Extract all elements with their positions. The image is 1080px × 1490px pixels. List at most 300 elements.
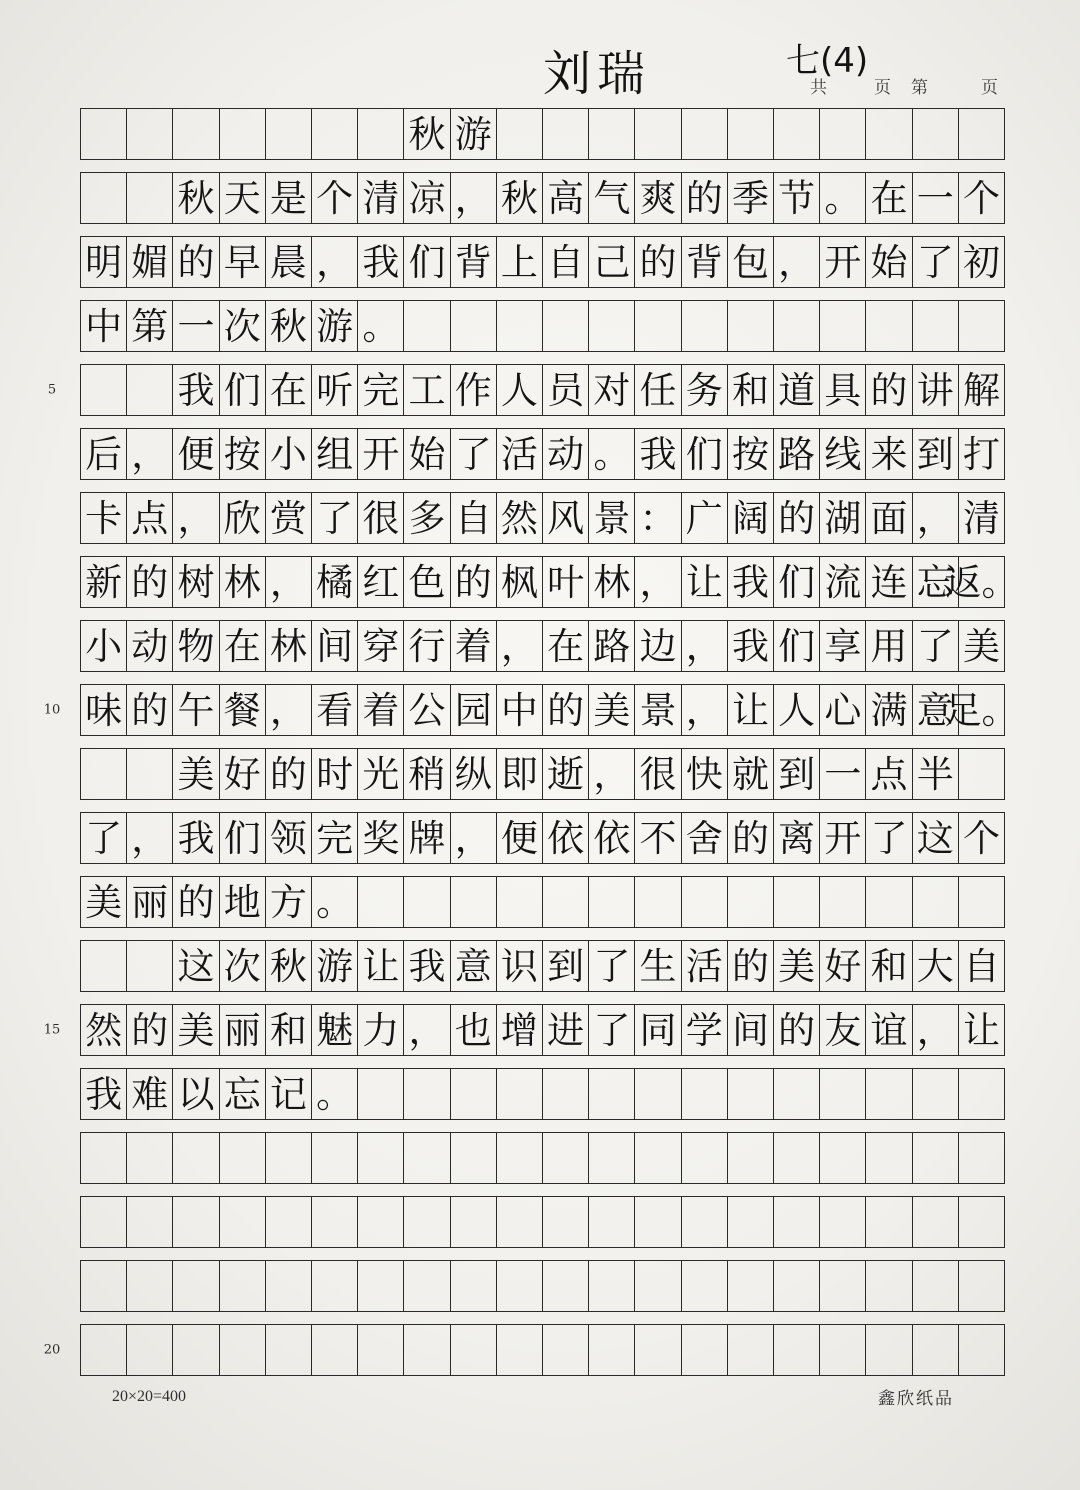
grid-row — [43, 684, 1019, 736]
grid-cell-character: 游 — [450, 109, 496, 159]
grid-cell-character: 难 — [126, 1069, 172, 1119]
page-counter-total-label: 共 — [810, 78, 827, 98]
grid-cell-character: 让 — [681, 557, 727, 607]
grid-cell-character: 让 — [357, 941, 403, 991]
grid-cell-empty — [727, 877, 773, 927]
grid-cell-character: 的 — [542, 685, 588, 735]
grid-cell-character: 了 — [865, 813, 911, 863]
grid-cell-empty — [450, 301, 496, 351]
grid-cell-character: 林 — [265, 621, 311, 671]
grid-cell-character: 我 — [357, 237, 403, 287]
grid-cell-character: ， — [126, 813, 172, 863]
grid-cell-character: 们 — [773, 557, 819, 607]
grid-cell-character: 味 — [85, 688, 123, 732]
grid-cell-character: 开 — [819, 237, 865, 287]
grid-cell-character: 着 — [450, 621, 496, 671]
paper-brand-label: 鑫欣纸品 — [878, 1389, 954, 1409]
grid-cell-empty — [172, 109, 218, 159]
grid-cell-empty — [634, 1133, 680, 1183]
grid-cell-character: 到 — [773, 749, 819, 799]
grid-cell-character: ， — [681, 685, 727, 735]
grid-cell-character: 色 — [403, 557, 449, 607]
grid-cell-character: 。 — [819, 173, 865, 223]
grid-cell-character: 在 — [219, 621, 265, 671]
grid-row — [80, 812, 1005, 864]
grid-row — [43, 1324, 1005, 1376]
grid-cell-empty — [542, 877, 588, 927]
grid-cell-character: 来 — [865, 429, 911, 479]
grid-cell-empty — [865, 301, 911, 351]
grid-cell-character: 了 — [85, 816, 123, 860]
grid-cell-character: 景 — [634, 685, 680, 735]
grid-cell-character: 作 — [450, 365, 496, 415]
grid-cell-character: 按 — [219, 429, 265, 479]
grid-cell-character: 享 — [819, 621, 865, 671]
grid-cell-character: 谊 — [865, 1005, 911, 1055]
grid-cell-empty — [126, 173, 172, 223]
grid-cell-empty — [681, 109, 727, 159]
grid-cell-empty — [81, 941, 126, 991]
grid-cell-character: 即 — [496, 749, 542, 799]
grid-cell-empty — [311, 1261, 357, 1311]
grid-cell-character: 友 — [819, 1005, 865, 1055]
grid-cell-empty — [496, 109, 542, 159]
grid-row — [80, 1132, 1005, 1184]
grid-cell-character: 牌 — [403, 813, 449, 863]
grid-cell-character: 丽 — [126, 877, 172, 927]
grid-cell-character: 面 — [865, 493, 911, 543]
grid-cell-empty — [773, 1197, 819, 1247]
grid-cell-character: 线 — [819, 429, 865, 479]
grid-cell-character: 的 — [634, 237, 680, 287]
grid-cell-empty — [496, 301, 542, 351]
grid-cell-character: 和 — [265, 1005, 311, 1055]
grid-cell-character: 解 — [958, 365, 1004, 415]
grid-cell-character: 连 — [865, 557, 911, 607]
grid-cell-empty — [958, 109, 1004, 159]
grid-cell-empty — [311, 109, 357, 159]
grid-cell-empty — [588, 1069, 634, 1119]
grid-cell-empty — [634, 1197, 680, 1247]
grid-cell-character: 离 — [773, 813, 819, 863]
grid-row — [43, 1004, 1005, 1056]
grid-cell-empty — [588, 1197, 634, 1247]
grid-cell-character: 林 — [219, 557, 265, 607]
grid-cell-empty — [773, 301, 819, 351]
grid-cell-character: 进 — [542, 1005, 588, 1055]
grid-cell-empty — [219, 109, 265, 159]
grid-cell-character: 活 — [496, 429, 542, 479]
grid-cell-empty — [126, 1197, 172, 1247]
grid-cell-character: 自 — [450, 493, 496, 543]
grid-cell-character: 半 — [912, 749, 958, 799]
grid-cell-empty — [126, 365, 172, 415]
line-number: 10 — [43, 702, 61, 718]
grid-cell-empty — [865, 1197, 911, 1247]
grid-cell-character: 我 — [634, 429, 680, 479]
grid-cell-empty — [403, 301, 449, 351]
grid-cell-character: 秋 — [172, 173, 218, 223]
grid-cell-empty — [357, 1069, 403, 1119]
grid-cell-character: 的 — [727, 941, 773, 991]
grid-cell-character: ， — [773, 237, 819, 287]
grid-cell-empty — [403, 1133, 449, 1183]
grid-cell-empty — [450, 1133, 496, 1183]
grid-cell-character: 丽 — [219, 1005, 265, 1055]
grid-cell-empty — [496, 1197, 542, 1247]
grid-cell-character: 晨 — [265, 237, 311, 287]
grid-cell-empty — [172, 1325, 218, 1375]
grid-cell-empty — [496, 1325, 542, 1375]
grid-cell-character: ， — [912, 493, 958, 543]
grid-cell-empty — [681, 1325, 727, 1375]
grid-cell-character: 一 — [819, 749, 865, 799]
grid-cell-character: 早 — [219, 237, 265, 287]
grid-cell-empty — [634, 1261, 680, 1311]
grid-cell-character: 不 — [634, 813, 680, 863]
grid-cell-character: 美 — [85, 880, 123, 924]
grid-cell-character: 。 — [588, 429, 634, 479]
grid-cell-empty — [773, 1133, 819, 1183]
grid-cell-character: 便 — [496, 813, 542, 863]
grid-cell-empty — [450, 1069, 496, 1119]
grid-cell-empty — [172, 1133, 218, 1183]
grid-row — [80, 1260, 1005, 1312]
grid-cell-character: 依 — [542, 813, 588, 863]
page-counter-page-suffix: 页 — [981, 78, 998, 98]
grid-cell-character: 在 — [865, 173, 911, 223]
grid-cell-character: 景 — [588, 493, 634, 543]
grid-cell-character: 多 — [403, 493, 449, 543]
grid-cell-empty — [819, 1325, 865, 1375]
grid-cell-character: 了 — [912, 621, 958, 671]
grid-cell-character: 具 — [819, 365, 865, 415]
grid-cell-empty — [357, 877, 403, 927]
grid-cell-empty — [126, 1133, 172, 1183]
grid-cell-character: 湖 — [819, 493, 865, 543]
grid-cell-empty — [542, 1069, 588, 1119]
grid-cell-empty — [588, 109, 634, 159]
grid-cell-character: 我 — [172, 365, 218, 415]
grid-cell-character: 穿 — [357, 621, 403, 671]
grid-cell-character: 园 — [450, 685, 496, 735]
grid-cell-character: 对 — [588, 365, 634, 415]
grid-cell-empty — [819, 1197, 865, 1247]
grid-cell-character: 卡 — [85, 496, 123, 540]
grid-cell-character: 忘 — [219, 1069, 265, 1119]
grid-cell-character: 公 — [403, 685, 449, 735]
grid-cell-empty — [912, 877, 958, 927]
grid-cell-character: 秋 — [403, 109, 449, 159]
grid-cell-character: 的 — [126, 557, 172, 607]
grid-cell-character: 讲 — [912, 365, 958, 415]
grid-cell-character: 意 — [450, 941, 496, 991]
grid-cell-character: 到 — [912, 429, 958, 479]
grid-cell-empty — [727, 301, 773, 351]
writing-grid — [43, 108, 1019, 1388]
grid-cell-character: 气 — [588, 173, 634, 223]
grid-cell-character: 季 — [727, 173, 773, 223]
grid-cell-character: 完 — [357, 365, 403, 415]
grid-cell-empty — [357, 109, 403, 159]
grid-cell-character: 我 — [85, 1072, 123, 1116]
grid-cell-character: 以 — [172, 1069, 218, 1119]
grid-cell-character: ， — [172, 493, 218, 543]
grid-cell-character: 是 — [265, 173, 311, 223]
grid-cell-character: 了 — [311, 493, 357, 543]
grid-cell-empty — [588, 301, 634, 351]
grid-cell-character: 很 — [634, 749, 680, 799]
grid-cell-character: 舍 — [681, 813, 727, 863]
grid-cell-empty — [634, 877, 680, 927]
grid-cell-character: ， — [450, 173, 496, 223]
grid-cell-character: 领 — [265, 813, 311, 863]
grid-cell-character: 很 — [357, 493, 403, 543]
grid-cell-empty — [126, 941, 172, 991]
grid-cell-character: 小 — [85, 624, 123, 668]
grid-cell-empty — [773, 109, 819, 159]
grid-cell-character: 大 — [912, 941, 958, 991]
grid-cell-empty — [542, 1325, 588, 1375]
grid-cell-empty — [81, 1133, 126, 1183]
grid-cell-character: 了 — [450, 429, 496, 479]
grid-cell-empty — [958, 1133, 1004, 1183]
grid-cell-empty — [403, 1325, 449, 1375]
grid-cell-character: 魅 — [311, 1005, 357, 1055]
grid-cell-empty — [819, 1069, 865, 1119]
grid-cell-character: 了 — [588, 941, 634, 991]
grid-cell-character: 我 — [172, 813, 218, 863]
grid-cell-character: 明 — [85, 240, 123, 284]
grid-cell-character: 。 — [311, 877, 357, 927]
grid-cell-character: ： — [634, 493, 680, 543]
grid-cell-empty — [450, 877, 496, 927]
grid-cell-character: 的 — [450, 557, 496, 607]
grid-cell-character: 高 — [542, 173, 588, 223]
grid-cell-character: 第 — [126, 301, 172, 351]
grid-cell-empty — [542, 1197, 588, 1247]
grid-cell-empty — [912, 1261, 958, 1311]
grid-cell-empty — [819, 301, 865, 351]
grid-cell-empty — [773, 877, 819, 927]
grid-cell-empty — [773, 1325, 819, 1375]
grid-cell-character: 天 — [219, 173, 265, 223]
page-counter-of-label: 第 — [911, 78, 928, 98]
grid-cell-character: 的 — [727, 813, 773, 863]
grid-cell-empty — [542, 301, 588, 351]
grid-cell-character: 美 — [588, 685, 634, 735]
grid-cell-character: ， — [265, 685, 311, 735]
grid-cell-character: 光 — [357, 749, 403, 799]
grid-cell-character: 始 — [865, 237, 911, 287]
grid-cell-character: 学 — [681, 1005, 727, 1055]
grid-cell-character: 包 — [727, 237, 773, 287]
grid-cell-character: 我 — [727, 621, 773, 671]
grid-cell-empty — [773, 1069, 819, 1119]
grid-cell-empty — [126, 1261, 172, 1311]
grid-cell-empty — [265, 1197, 311, 1247]
grid-row — [80, 1068, 1005, 1120]
grid-cell-character: 自 — [958, 941, 1004, 991]
grid-cell-empty — [496, 1069, 542, 1119]
grid-row — [80, 300, 1005, 352]
grid-cell-empty — [265, 109, 311, 159]
grid-cell-empty — [496, 1261, 542, 1311]
grid-cell-empty — [357, 1261, 403, 1311]
grid-cell-empty — [265, 1325, 311, 1375]
grid-cell-character: ， — [311, 237, 357, 287]
grid-cell-character: 上 — [496, 237, 542, 287]
grid-cell-character: ， — [450, 813, 496, 863]
grid-cell-empty — [357, 1197, 403, 1247]
grid-cell-character: 林 — [588, 557, 634, 607]
grid-cell-character: 始 — [403, 429, 449, 479]
grid-cell-empty — [681, 301, 727, 351]
grid-row — [80, 1196, 1005, 1248]
grid-cell-character: 背 — [450, 237, 496, 287]
grid-cell-character: 人 — [773, 685, 819, 735]
grid-cell-character: 美 — [172, 1005, 218, 1055]
grid-cell-character: 同 — [634, 1005, 680, 1055]
grid-cell-character: 次 — [219, 941, 265, 991]
grid-cell-character: 物 — [172, 621, 218, 671]
grid-cell-empty — [403, 1261, 449, 1311]
grid-cell-character: 们 — [681, 429, 727, 479]
grid-row — [80, 556, 1019, 608]
grid-cell-character: 的 — [265, 749, 311, 799]
grid-cell-character: 阔 — [727, 493, 773, 543]
grid-cell-character: 用 — [865, 621, 911, 671]
grid-cell-character: 路 — [773, 429, 819, 479]
grid-cell-empty — [403, 1197, 449, 1247]
grid-cell-character: 了 — [912, 237, 958, 287]
grid-cell-character: 满 — [865, 685, 911, 735]
grid-cell-empty — [634, 301, 680, 351]
grid-cell-character: 到 — [542, 941, 588, 991]
grid-cell-empty — [357, 1133, 403, 1183]
grid-cell-character: 美 — [172, 749, 218, 799]
grid-cell-character: 和 — [727, 365, 773, 415]
grid-cell-empty — [634, 1069, 680, 1119]
grid-cell-character: 中 — [496, 685, 542, 735]
grid-cell-empty — [542, 1261, 588, 1311]
grid-cell-empty — [542, 1133, 588, 1183]
grid-cell-empty — [681, 1197, 727, 1247]
grid-cell-empty — [634, 1325, 680, 1375]
grid-row — [80, 428, 1005, 480]
grid-cell-empty — [681, 1069, 727, 1119]
grid-cell-character: 。 — [311, 1069, 357, 1119]
student-name: 刘瑞 — [543, 46, 652, 102]
grid-cell-character: 工 — [403, 365, 449, 415]
grid-cell-empty — [81, 365, 126, 415]
grid-cell-character: 了 — [588, 1005, 634, 1055]
grid-cell-character: 人 — [496, 365, 542, 415]
grid-cell-character: 动 — [126, 621, 172, 671]
grid-cell-character: 纵 — [450, 749, 496, 799]
grid-cell-empty — [727, 1133, 773, 1183]
grid-row — [80, 940, 1005, 992]
line-number: 20 — [43, 1342, 61, 1358]
grid-cell-empty — [819, 109, 865, 159]
grid-cell-empty — [311, 1197, 357, 1247]
grid-cell-character: 清 — [357, 173, 403, 223]
grid-cell-character: 流 — [819, 557, 865, 607]
grid-cell-character: 务 — [681, 365, 727, 415]
grid-cell-empty — [681, 1133, 727, 1183]
grid-cell-character: 爽 — [634, 173, 680, 223]
grid-cell-character: 着 — [357, 685, 403, 735]
grid-cell-character: 个 — [311, 173, 357, 223]
grid-cell-character: 就 — [727, 749, 773, 799]
grid-cell-empty — [958, 1261, 1004, 1311]
grid-cell-empty — [265, 1133, 311, 1183]
grid-cell-character: 个 — [958, 813, 1004, 863]
grid-cell-character: 快 — [681, 749, 727, 799]
grid-cell-character: 们 — [219, 813, 265, 863]
grid-cell-character: 的 — [172, 237, 218, 287]
grid-cell-character: 看 — [311, 685, 357, 735]
grid-cell-empty — [588, 1325, 634, 1375]
grid-cell-empty — [81, 1197, 126, 1247]
grid-cell-empty — [865, 1069, 911, 1119]
grid-cell-character: 叶 — [542, 557, 588, 607]
grid-cell-empty — [126, 109, 172, 159]
grid-cell-character: 。 — [357, 301, 403, 351]
grid-cell-character: 在 — [542, 621, 588, 671]
grid-cell-character: 中 — [85, 304, 123, 348]
grid-cell-character: 员 — [542, 365, 588, 415]
grid-cell-empty — [219, 1133, 265, 1183]
grid-cell-character: 好 — [219, 749, 265, 799]
grid-cell-empty — [958, 877, 1004, 927]
grid-cell-character: ， — [403, 1005, 449, 1055]
grid-cell-character: 完 — [311, 813, 357, 863]
grid-cell-empty — [912, 1133, 958, 1183]
grid-cell-empty — [450, 1261, 496, 1311]
grid-cell-character: 然 — [85, 1008, 123, 1052]
grid-cell-character: 游 — [311, 941, 357, 991]
grid-cell-empty — [126, 749, 172, 799]
grid-cell-character: 点 — [865, 749, 911, 799]
grid-cell-character: 小 — [265, 429, 311, 479]
grid-cell-character: 的 — [773, 493, 819, 543]
grid-cell-empty — [172, 1197, 218, 1247]
grid-cell-empty — [727, 1261, 773, 1311]
grid-cell-character: 开 — [357, 429, 403, 479]
grid-cell-character: 的 — [865, 365, 911, 415]
grid-cell-character: 心 — [819, 685, 865, 735]
grid-cell-character: 按 — [727, 429, 773, 479]
grid-cell-empty — [958, 749, 1004, 799]
grid-cell-character: 间 — [727, 1005, 773, 1055]
grid-cell-empty — [727, 109, 773, 159]
grid-cell-empty — [681, 1261, 727, 1311]
grid-cell-character: 打 — [958, 429, 1004, 479]
grid-cell-character: 秋 — [265, 301, 311, 351]
grid-cell-character: 一 — [912, 173, 958, 223]
grid-cell-character: 然 — [496, 493, 542, 543]
grid-cell-character: 媚 — [126, 237, 172, 287]
grid-cell-empty — [681, 877, 727, 927]
grid-cell-character: 风 — [542, 493, 588, 543]
grid-cell-empty — [496, 877, 542, 927]
grid-cell-character: 活 — [681, 941, 727, 991]
grid-cell-empty — [634, 109, 680, 159]
grid-cell-character: 我 — [727, 557, 773, 607]
grid-cell-empty — [865, 1325, 911, 1375]
grid-cell-character: 间 — [311, 621, 357, 671]
